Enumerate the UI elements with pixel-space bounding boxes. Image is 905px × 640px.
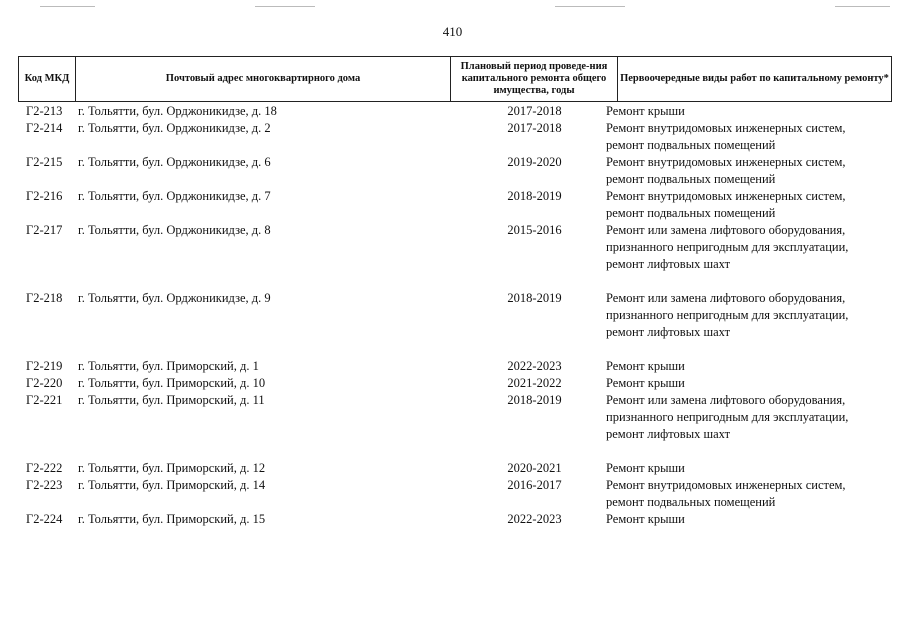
cell-address: г. Тольятти, бул. Орджоникидзе, д. 8 xyxy=(78,223,271,237)
cell-works xyxy=(606,375,892,392)
cell-works xyxy=(606,188,892,222)
cell-period: 2022-2023 xyxy=(507,512,562,526)
cell-code: Г2-215 xyxy=(26,155,63,169)
works-line: ремонт подвальных помещений xyxy=(606,206,776,220)
cell-works xyxy=(606,511,892,528)
table-header xyxy=(18,56,892,102)
cell-period: 2020-2021 xyxy=(507,461,562,475)
works-line: Ремонт крыши xyxy=(606,376,685,390)
cell-address: г. Тольятти, бул. Приморский, д. 10 xyxy=(78,376,266,390)
cell-period: 2018-2019 xyxy=(507,189,562,203)
cell-address: г. Тольятти, бул. Орджоникидзе, д. 9 xyxy=(78,291,271,305)
cell-code: Г2-216 xyxy=(26,189,63,203)
works-line: Ремонт крыши xyxy=(606,359,685,373)
cell-works xyxy=(606,477,892,511)
cell-code: Г2-220 xyxy=(26,376,63,390)
cell-period: 2018-2019 xyxy=(507,291,562,305)
works-line: признанного непригодным для эксплуатации, xyxy=(606,308,849,322)
cell-works xyxy=(606,290,892,341)
cell-code: Г2-221 xyxy=(26,393,63,407)
cell-address: г. Тольятти, бул. Приморский, д. 11 xyxy=(78,393,265,407)
works-line: ремонт подвальных помещений xyxy=(606,172,776,186)
cell-code: Г2-224 xyxy=(26,512,63,526)
cell-code: Г2-219 xyxy=(26,359,63,373)
cell-code: Г2-214 xyxy=(26,121,63,135)
cell-works xyxy=(606,392,892,443)
works-line: ремонт подвальных помещений xyxy=(606,138,776,152)
cell-address: г. Тольятти, бул. Орджоникидзе, д. 7 xyxy=(78,189,271,203)
cell-period: 2018-2019 xyxy=(507,393,562,407)
page-number: 410 xyxy=(442,24,463,39)
cell-address: г. Тольятти, бул. Приморский, д. 15 xyxy=(78,512,266,526)
cell-works xyxy=(606,358,892,375)
cell-works xyxy=(606,103,892,120)
works-line: Ремонт крыши xyxy=(606,104,685,118)
scan-artifact-line xyxy=(555,6,625,7)
works-line: ремонт подвальных помещений xyxy=(606,495,776,509)
scan-artifact-line xyxy=(835,6,890,7)
works-line: Ремонт или замена лифтового оборудования, xyxy=(606,291,846,305)
cell-period: 2019-2020 xyxy=(507,155,562,169)
cell-code: Г2-218 xyxy=(26,291,63,305)
works-line: признанного непригодным для эксплуатации, xyxy=(606,410,849,424)
header-period: Плановый период проведе-ния капитального ремонта общего имущества, годы xyxy=(451,57,618,101)
header-works: Первоочередные виды работ по капитальному ремонту* xyxy=(618,57,892,101)
works-line: Ремонт внутридомовых инженерных систем, xyxy=(606,189,846,203)
cell-code: Г2-213 xyxy=(26,104,63,118)
cell-period: 2016-2017 xyxy=(507,478,562,492)
cell-address: г. Тольятти, бул. Орджоникидзе, д. 18 xyxy=(78,104,277,118)
cell-period: 2017-2018 xyxy=(507,104,562,118)
cell-address: г. Тольятти, бул. Приморский, д. 1 xyxy=(78,359,259,373)
cell-works xyxy=(606,120,892,154)
cell-period: 2021-2022 xyxy=(507,376,562,390)
works-line: Ремонт или замена лифтового оборудования, xyxy=(606,223,846,237)
cell-address: г. Тольятти, бул. Приморский, д. 14 xyxy=(78,478,266,492)
works-line: Ремонт внутридомовых инженерных систем, xyxy=(606,155,846,169)
scan-artifact-line xyxy=(255,6,315,7)
cell-period: 2017-2018 xyxy=(507,121,562,135)
works-line: Ремонт внутридомовых инженерных систем, xyxy=(606,121,846,135)
works-line: Ремонт крыши xyxy=(606,512,685,526)
cell-period: 2015-2016 xyxy=(507,223,562,237)
cell-address: г. Тольятти, бул. Орджоникидзе, д. 6 xyxy=(78,155,271,169)
works-line: Ремонт крыши xyxy=(606,461,685,475)
scan-artifact-line xyxy=(40,6,95,7)
header-address: Почтовый адрес многоквартирного дома xyxy=(76,57,451,101)
works-line: ремонт лифтовых шахт xyxy=(606,325,731,339)
cell-works xyxy=(606,154,892,188)
works-line: признанного непригодным для эксплуатации, xyxy=(606,240,849,254)
works-line: Ремонт или замена лифтового оборудования, xyxy=(606,393,846,407)
cell-code: Г2-217 xyxy=(26,223,63,237)
cell-code: Г2-222 xyxy=(26,461,63,475)
header-code: Код МКД xyxy=(18,57,76,101)
cell-address: г. Тольятти, бул. Приморский, д. 12 xyxy=(78,461,266,475)
works-line: ремонт лифтовых шахт xyxy=(606,257,731,271)
works-line: ремонт лифтовых шахт xyxy=(606,427,731,441)
cell-works xyxy=(606,222,892,273)
cell-address: г. Тольятти, бул. Орджоникидзе, д. 2 xyxy=(78,121,271,135)
cell-code: Г2-223 xyxy=(26,478,63,492)
cell-works xyxy=(606,460,892,477)
works-line: Ремонт внутридомовых инженерных систем, xyxy=(606,478,846,492)
cell-period: 2022-2023 xyxy=(507,359,562,373)
